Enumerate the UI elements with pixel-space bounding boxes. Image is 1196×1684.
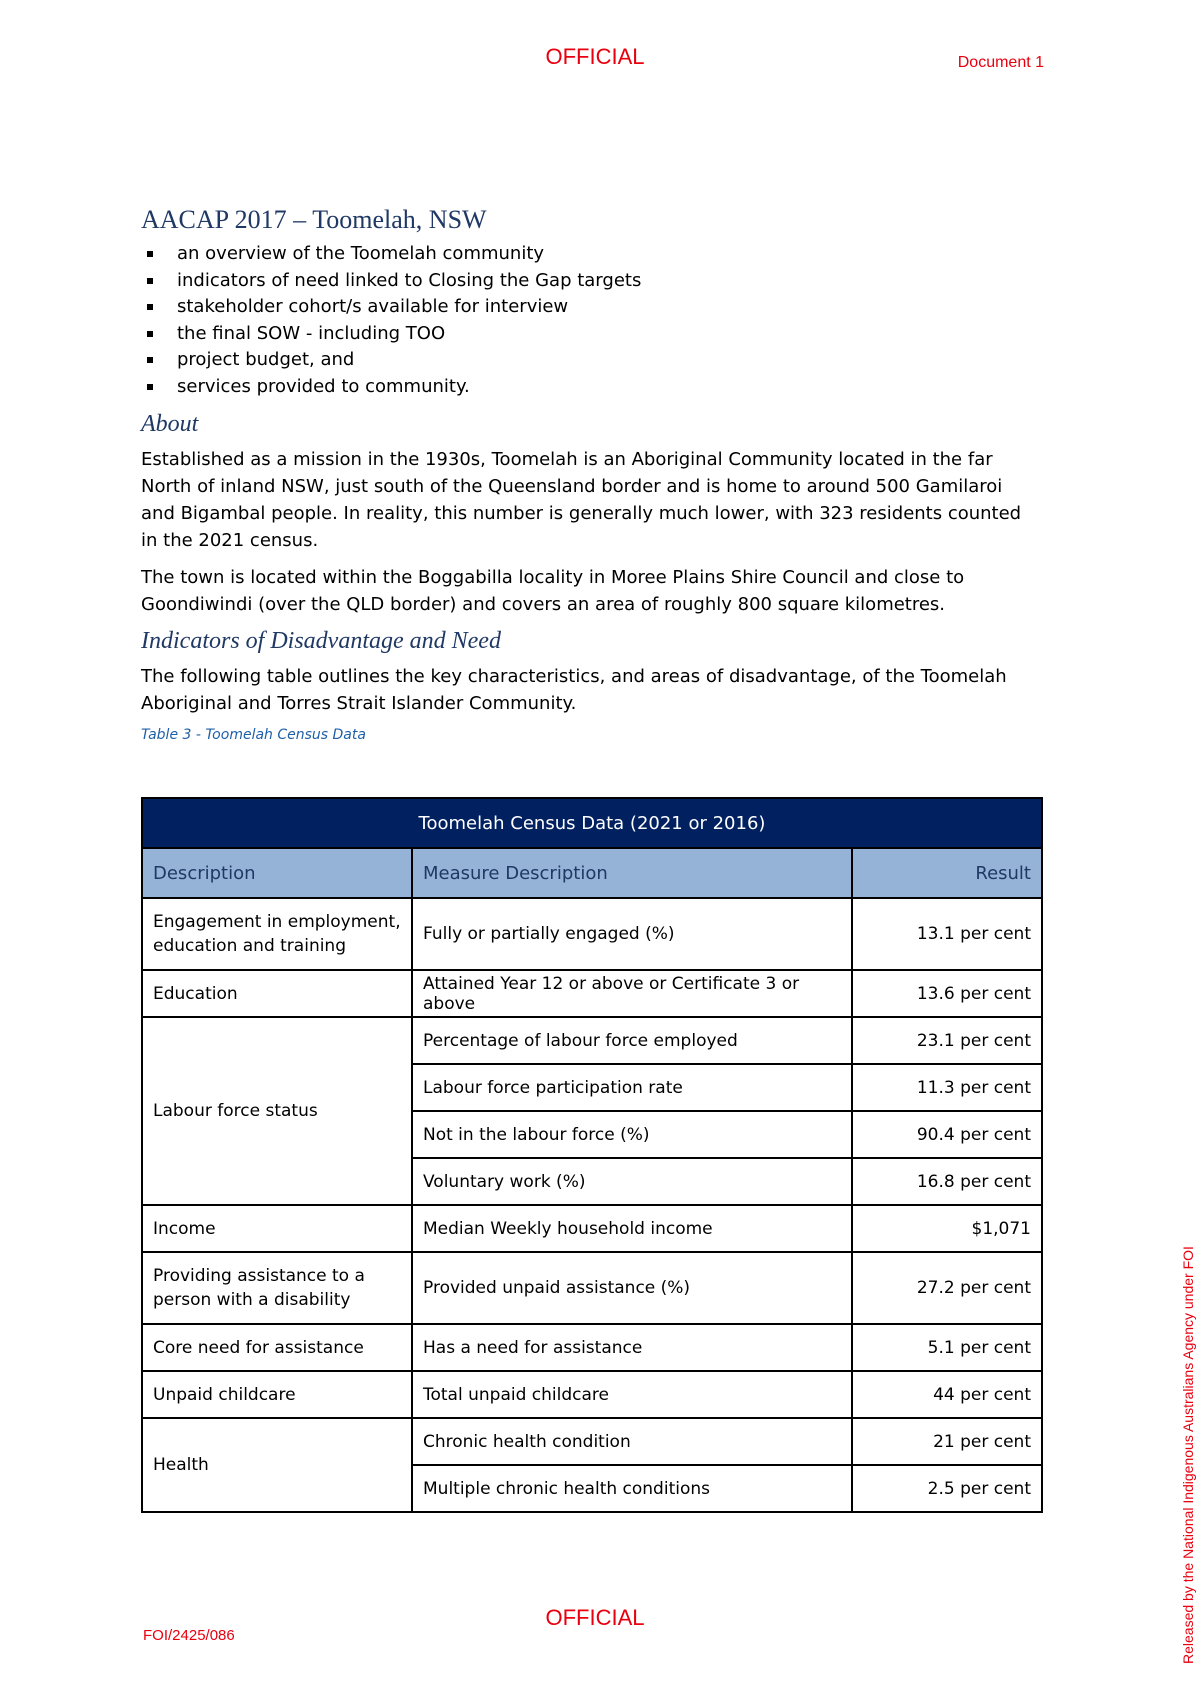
row-measure: Has a need for assistance: [412, 1324, 852, 1371]
row-measure: Median Weekly household income: [412, 1205, 852, 1252]
foi-reference: FOI/2425/086: [143, 1627, 235, 1644]
document-label: Document 1: [957, 54, 1044, 71]
indicators-heading: Indicators of Disadvantage and Need: [141, 627, 501, 654]
footer-classification: OFFICIAL: [545, 1605, 645, 1630]
row-measure: Total unpaid childcare: [412, 1371, 852, 1418]
row-description: Health: [142, 1418, 412, 1512]
row-measure: Percentage of labour force employed: [412, 1017, 852, 1064]
about-heading: About: [141, 410, 199, 437]
column-header-result: Result: [852, 848, 1042, 898]
row-result: 23.1 per cent: [852, 1017, 1042, 1064]
row-description: Providing assistance to a person with a disability: [142, 1252, 412, 1324]
table-row: [142, 1205, 1042, 1252]
row-measure: Not in the labour force (%): [412, 1111, 852, 1158]
row-measure: Labour force participation rate: [412, 1064, 852, 1111]
bullet-square-icon: [147, 384, 153, 390]
list-item: services provided to community.: [141, 374, 1041, 401]
page-title: AACAP 2017 – Toomelah, NSW: [141, 205, 487, 234]
document-body: [141, 205, 1041, 743]
row-result: 44 per cent: [852, 1371, 1042, 1418]
list-item: indicators of need linked to Closing the Gap targets: [141, 268, 1041, 295]
row-measure: Multiple chronic health conditions: [412, 1465, 852, 1512]
bullet-square-icon: [147, 304, 153, 310]
row-description: Income: [142, 1205, 412, 1252]
row-description: Core need for assistance: [142, 1324, 412, 1371]
column-header-description: Description: [142, 848, 412, 898]
row-description: Unpaid childcare: [142, 1371, 412, 1418]
table-title: Toomelah Census Data (2021 or 2016): [142, 798, 1042, 848]
list-item: stakeholder cohort/s available for interview: [141, 294, 1041, 321]
table-row: [142, 1324, 1042, 1371]
row-result: $1,071: [852, 1205, 1042, 1252]
row-description: Labour force status: [142, 1017, 412, 1205]
indicators-intro: The following table outlines the key characteristics, and areas of disadvantage, of the Toomelah Aboriginal and Torres Strait Islander Community.: [141, 665, 1007, 714]
column-header-measure: Measure Description: [412, 848, 852, 898]
row-result: 13.1 per cent: [852, 898, 1042, 970]
table-row: [142, 1252, 1042, 1324]
header-classification: OFFICIAL: [545, 44, 645, 69]
table-caption: Table 3 - Toomelah Census Data: [141, 726, 366, 743]
row-result: 16.8 per cent: [852, 1158, 1042, 1205]
release-note: Released by the National Indigenous Australians Agency under FOI: [1180, 1246, 1196, 1664]
row-description: Engagement in employment, education and training: [142, 898, 412, 970]
bullet-square-icon: [147, 278, 153, 284]
table-row: [142, 898, 1042, 970]
bullet-square-icon: [147, 357, 153, 363]
table-row: [142, 1017, 1042, 1064]
row-measure: Chronic health condition: [412, 1418, 852, 1465]
census-table: [141, 797, 1043, 1513]
row-result: 11.3 per cent: [852, 1064, 1042, 1111]
row-result: 2.5 per cent: [852, 1465, 1042, 1512]
bullet-square-icon: [147, 251, 153, 257]
row-result: 5.1 per cent: [852, 1324, 1042, 1371]
row-measure: Voluntary work (%): [412, 1158, 852, 1205]
list-item: project budget, and: [141, 347, 1041, 374]
about-paragraph-2: The town is located within the Boggabilla locality in Moree Plains Shire Council and close to Goondiwindi (over the QLD border) and covers an area of roughly 800 square kilometres.: [141, 566, 965, 615]
row-result: 13.6 per cent: [852, 970, 1042, 1017]
table-row: [142, 1418, 1042, 1465]
bullet-list: [141, 241, 1041, 401]
row-measure: Fully or partially engaged (%): [412, 898, 852, 970]
table-row: [142, 1371, 1042, 1418]
table-row: [142, 970, 1042, 1017]
about-paragraph-1: Established as a mission in the 1930s, Toomelah is an Aboriginal Community located in the far North of inland NSW, just south of the Queensland border and is home to around 500 Gamilaroi and Bigambal people. In reality, this number is generally much lower, with 323 residents counted in the 2021 census.: [141, 448, 1022, 551]
row-measure: Attained Year 12 or above or Certificate 3 or above: [412, 970, 852, 1017]
row-measure: Provided unpaid assistance (%): [412, 1252, 852, 1324]
row-description: Education: [142, 970, 412, 1017]
bullet-square-icon: [147, 331, 153, 337]
list-item: an overview of the Toomelah community: [141, 241, 1041, 268]
row-result: 90.4 per cent: [852, 1111, 1042, 1158]
list-item: the final SOW - including TOO: [141, 321, 1041, 348]
row-result: 21 per cent: [852, 1418, 1042, 1465]
row-result: 27.2 per cent: [852, 1252, 1042, 1324]
